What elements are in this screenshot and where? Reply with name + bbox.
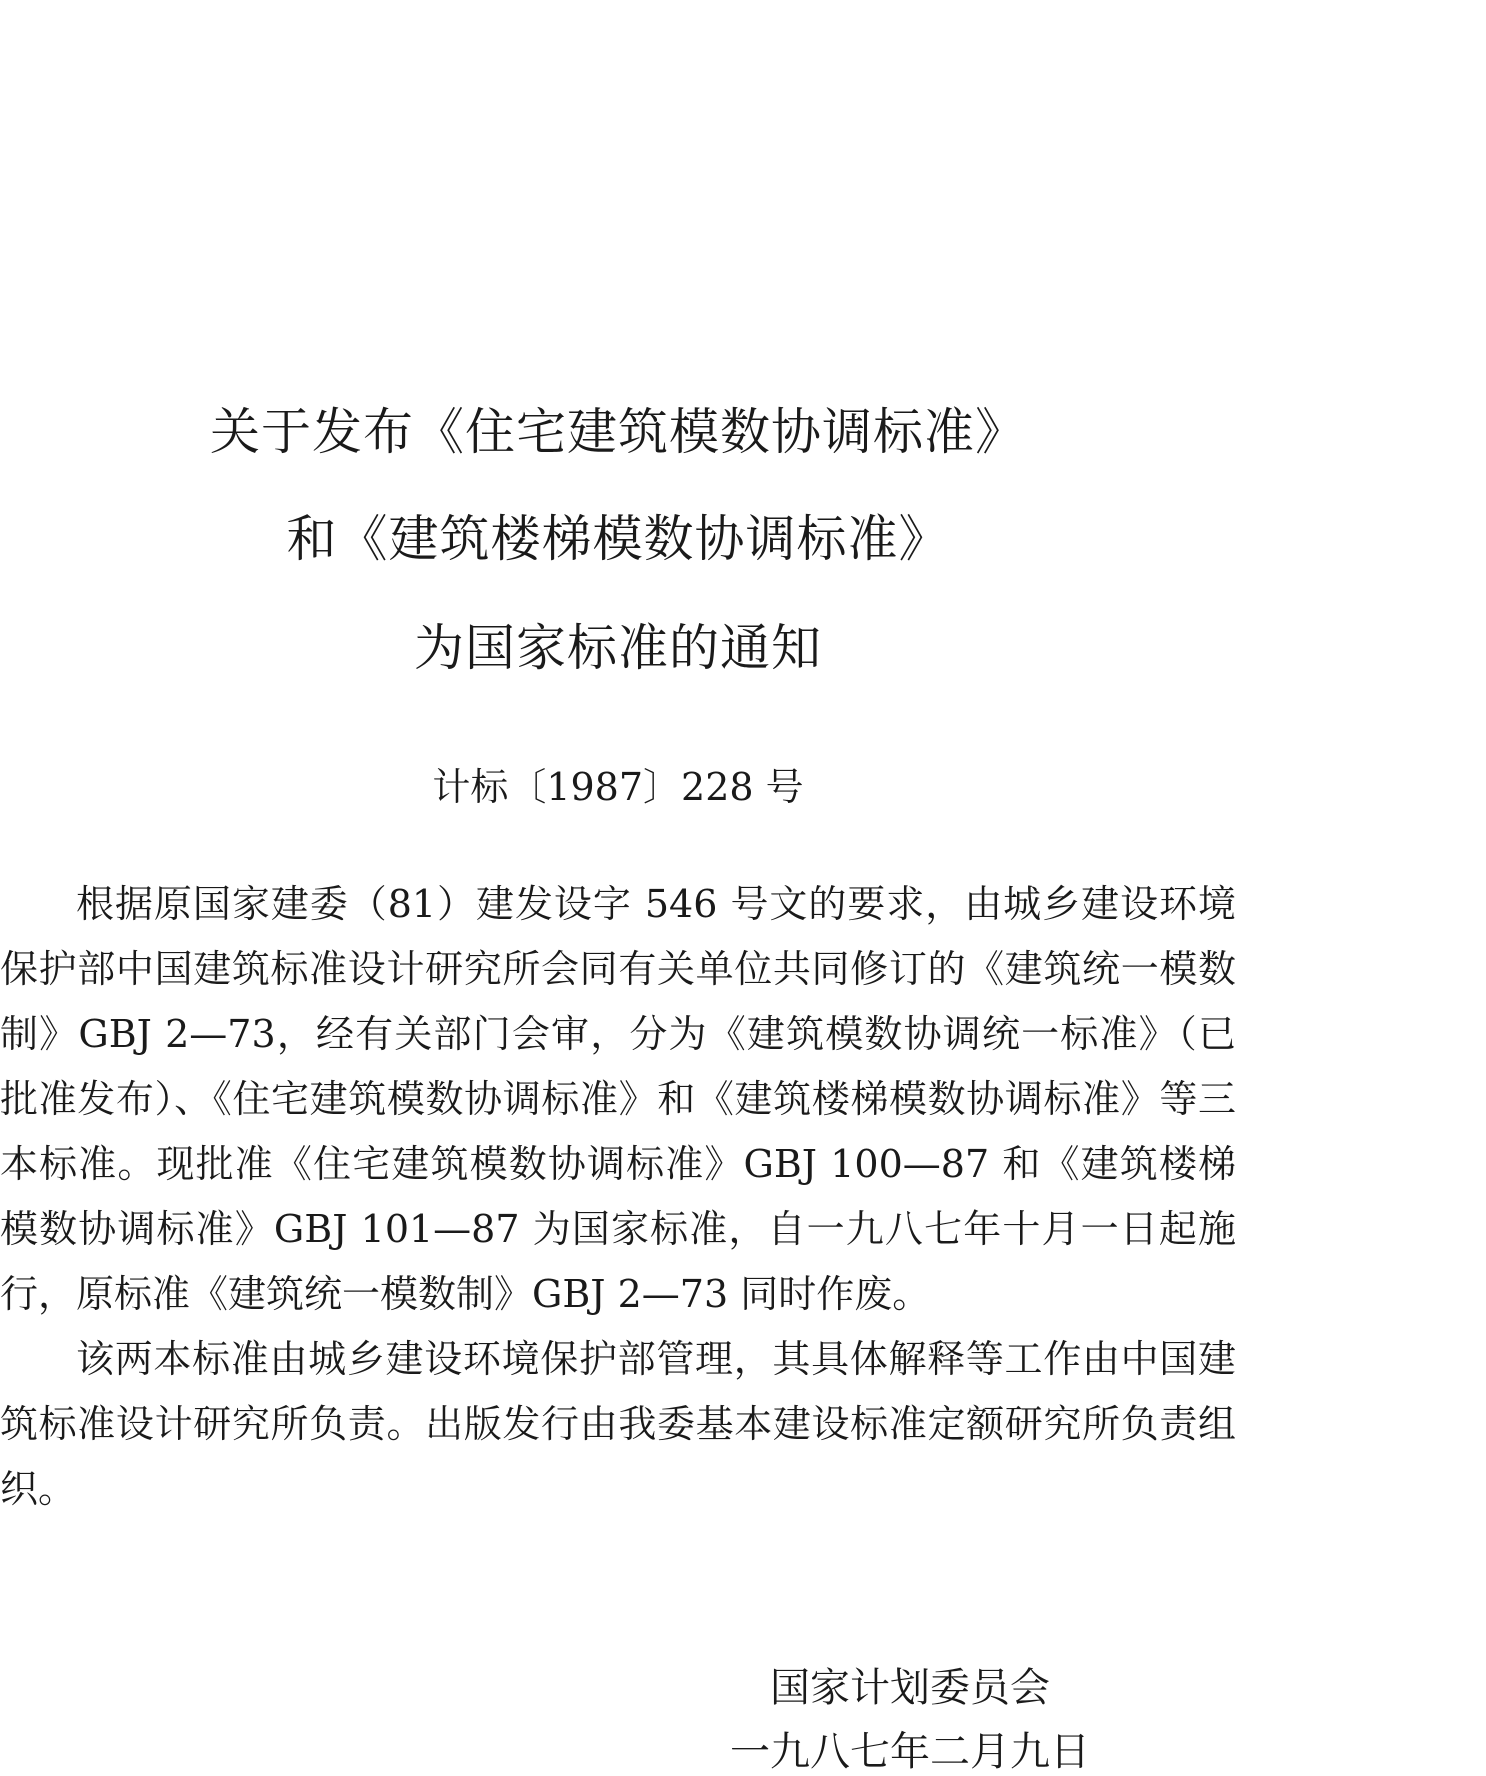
signatory-organization: 国家计划委员会 <box>770 1665 1050 1711</box>
signature-date: 一九八七年二月九日 <box>730 1729 1090 1775</box>
title-line-1: 关于发布《住宅建筑模数协调标准》 <box>210 403 1026 461</box>
body-paragraph-1: 根据原国家建委（81）建发设字 546 号文的要求，由城乡建设环境保护部中国建筑标准设计研究所会同有关单位共同修订的《建筑统一模数制》GBJ 2—73，经有关部门会审，分为《建筑模数协调统一标准》（已批准发布）、《住宅建筑模数协调标准》和《建筑楼梯模数协调标准》等三本标准。现批准《住宅建筑模数协调标准》GBJ 100—87 和《建筑楼梯模数协调标准》GBJ 101—87 为国家标准，自一九八七年十月一日起施行，原标准《建筑统一模数制》GBJ 2—73 同时作废。 <box>0 882 1236 1316</box>
notice-body <box>0 872 1236 1522</box>
document-number: 计标〔1987〕228 号 <box>432 765 804 809</box>
title-line-2: 和《建筑楼梯模数协调标准》 <box>286 510 950 568</box>
title-line-3: 为国家标准的通知 <box>414 619 822 677</box>
body-paragraph-2: 该两本标准由城乡建设环境保护部管理，其具体解释等工作由中国建筑标准设计研究所负责。出版发行由我委基本建设标准定额研究所负责组织。 <box>0 1337 1236 1511</box>
